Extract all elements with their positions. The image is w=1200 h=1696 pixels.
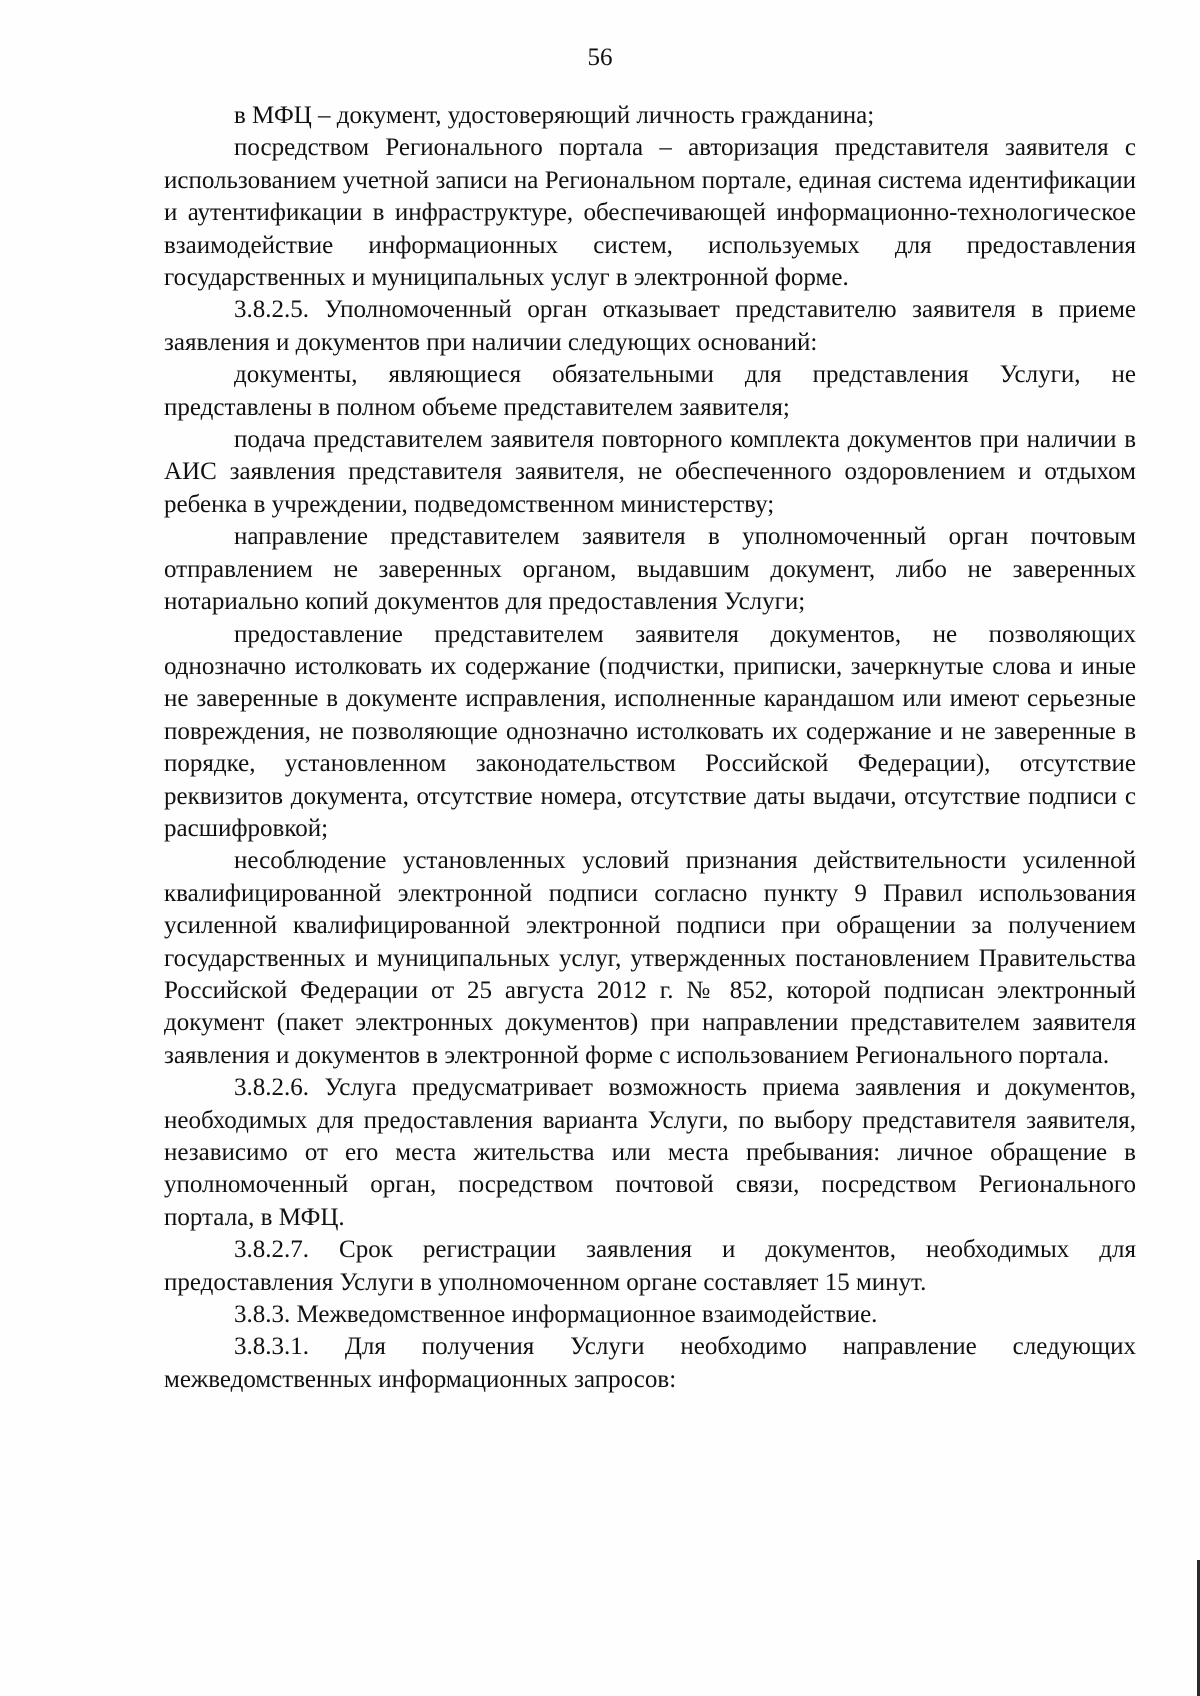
paragraph: 3.8.3. Межведомственное информационное взаимодействие. [234, 1301, 878, 1329]
paragraph: посредством Регионального портала – авторизация представителя заявителя с использованием учетной записи на Региональном портале, единая система идентификации и аутентификации в инфраструктуре, обеспечивающей информационно-технологическое взаимодействие информационных систем, используемых для предоставления государственных и муниципальных услуг в электронной форме. [164, 134, 1136, 292]
paragraph: направление представителем заявителя в уполномоченный орган почтовым отправлением не заверенных органом, выдавшим документ, либо не заверенных нотариально копий документов для предоставления Услуги; [164, 523, 1136, 616]
paragraph: 3.8.2.6. Услуга предусматривает возможность приема заявления и документов, необходимых для предоставления варианта Услуги, по выбору представителя заявителя, независимо от его места жительства или места пребывания: личное обращение в уполномоченный орган, посредством почтовой связи, посредством Регионального портала, в МФЦ. [164, 1074, 1136, 1231]
paragraph: предоставление представителем заявителя документов, не позволяющих однозначно истолковать их содержание (подчистки, приписки, зачеркнутые слова и иные не заверенные в документе исправления, исполненные карандашом или имеют серьезные повреждения, не позволяющие однозначно истолковать их содержание и не заверенные в порядке, установленном законодательством Российской Федерации), отсутствие реквизитов документа, отсутствие номера, отсутствие даты выдачи, отсутствие подписи с расшифровкой; [164, 620, 1136, 842]
paragraph: 3.8.3.1. Для получения Услуги необходимо направление следующих межведомственных информационных запросов: [164, 1333, 1136, 1393]
paragraph: документы, являющиеся обязательными для представления Услуги, не представлены в полном объеме представителем заявителя; [164, 361, 1136, 421]
paragraph: 3.8.2.5. Уполномоченный орган отказывает представителю заявителя в приеме заявления и документов при наличии следующих оснований: [164, 296, 1136, 356]
paragraph: подача представителем заявителя повторного комплекта документов при наличии в АИС заявления представителя заявителя, не обеспеченного оздоровлением и отдыхом ребенка в учреждении, подведомственном министерству; [164, 426, 1136, 518]
document-body [164, 100, 1136, 1396]
paragraph: в МФЦ – документ, удостоверяющий личность гражданина; [234, 102, 875, 129]
page-number: 56 [587, 44, 613, 71]
paragraph: 3.8.2.7. Срок регистрации заявления и документов, необходимых для предоставления Услуги в уполномоченном органе составляет 15 минут. [164, 1236, 1136, 1296]
paragraph: несоблюдение установленных условий признания действительности усиленной квалифицированной электронной подписи согласно пункту 9 Правил использования усиленной квалифицированной электронной подписи при обращении за получением государственных и муниципальных услуг, утвержденных постановлением Правительства Российской Федерации от 25 августа 2012 г. № 852, которой подписан электронный документ (пакет электронных документов) при направлении представителем заявителя заявления и документов в электронной форме с использованием Регионального портала. [164, 847, 1136, 1069]
